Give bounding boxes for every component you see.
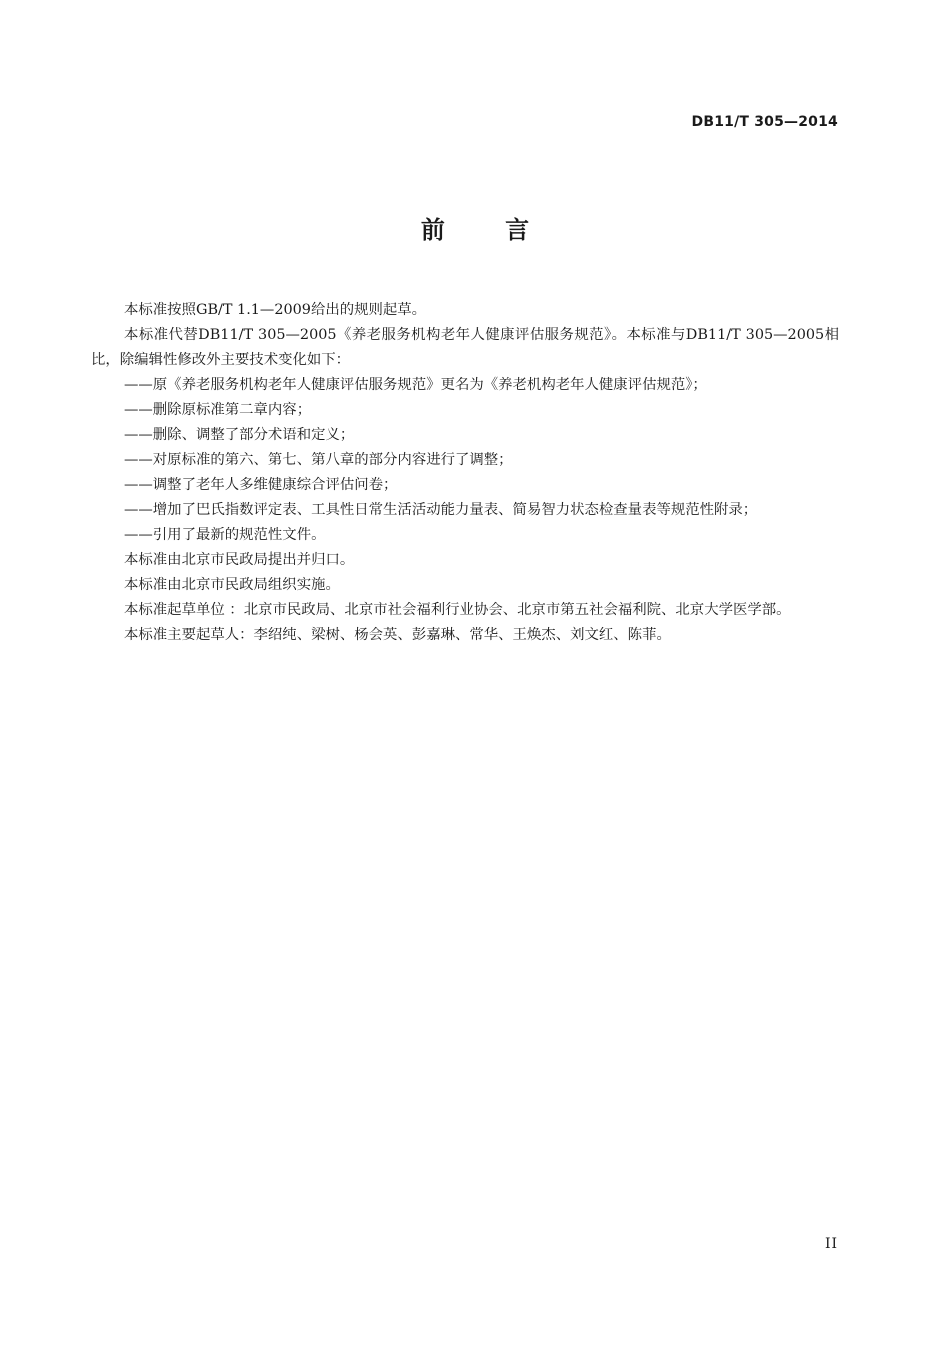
paragraph-proposer: 本标准由北京市民政局提出并归口。 [124,552,355,568]
paragraph-implementer: 本标准由北京市民政局组织实施。 [124,577,340,593]
paragraph-drafting-rules: 本标准按照GB/T 1.1—2009给出的规则起草。 [124,302,427,318]
document-code: DB11/T 305—2014 [691,114,838,130]
paragraph-drafters: 本标准主要起草人：李绍纯、梁树、杨会英、彭嘉琳、常华、王焕杰、刘文红、陈菲。 [124,627,671,643]
change-item: ——删除、调整了部分术语和定义； [124,427,355,443]
page-title: 前 言 [420,216,556,244]
change-item: ——引用了最新的规范性文件。 [124,527,326,543]
change-item: ——对原标准的第六、第七、第八章的部分内容进行了调整； [124,452,513,468]
change-item: ——增加了巴氏指数评定表、工具性日常生活活动能力量表、简易智力状态检查量表等规范性附录； [124,502,758,518]
paragraph-replacement: 本标准代替DB11/T 305—2005《养老服务机构老年人健康评估服务规范》。本标准与DB11/T 305—2005相比，除编辑性修改外主要技术变化如下： [91,327,839,368]
change-item: ——调整了老年人多维健康综合评估问卷； [124,477,398,493]
change-item: ——原《养老服务机构老年人健康评估服务规范》更名为《养老机构老年人健康评估规范》； [124,377,707,393]
page-number: II [824,1236,838,1252]
paragraph-drafting-units: 本标准起草单位 ：北京市民政局、北京市社会福利行业协会、北京市第五社会福利院、北京大学医学部。 [124,602,791,618]
foreword-body [91,298,839,648]
change-item: ——删除原标准第二章内容； [124,402,312,418]
